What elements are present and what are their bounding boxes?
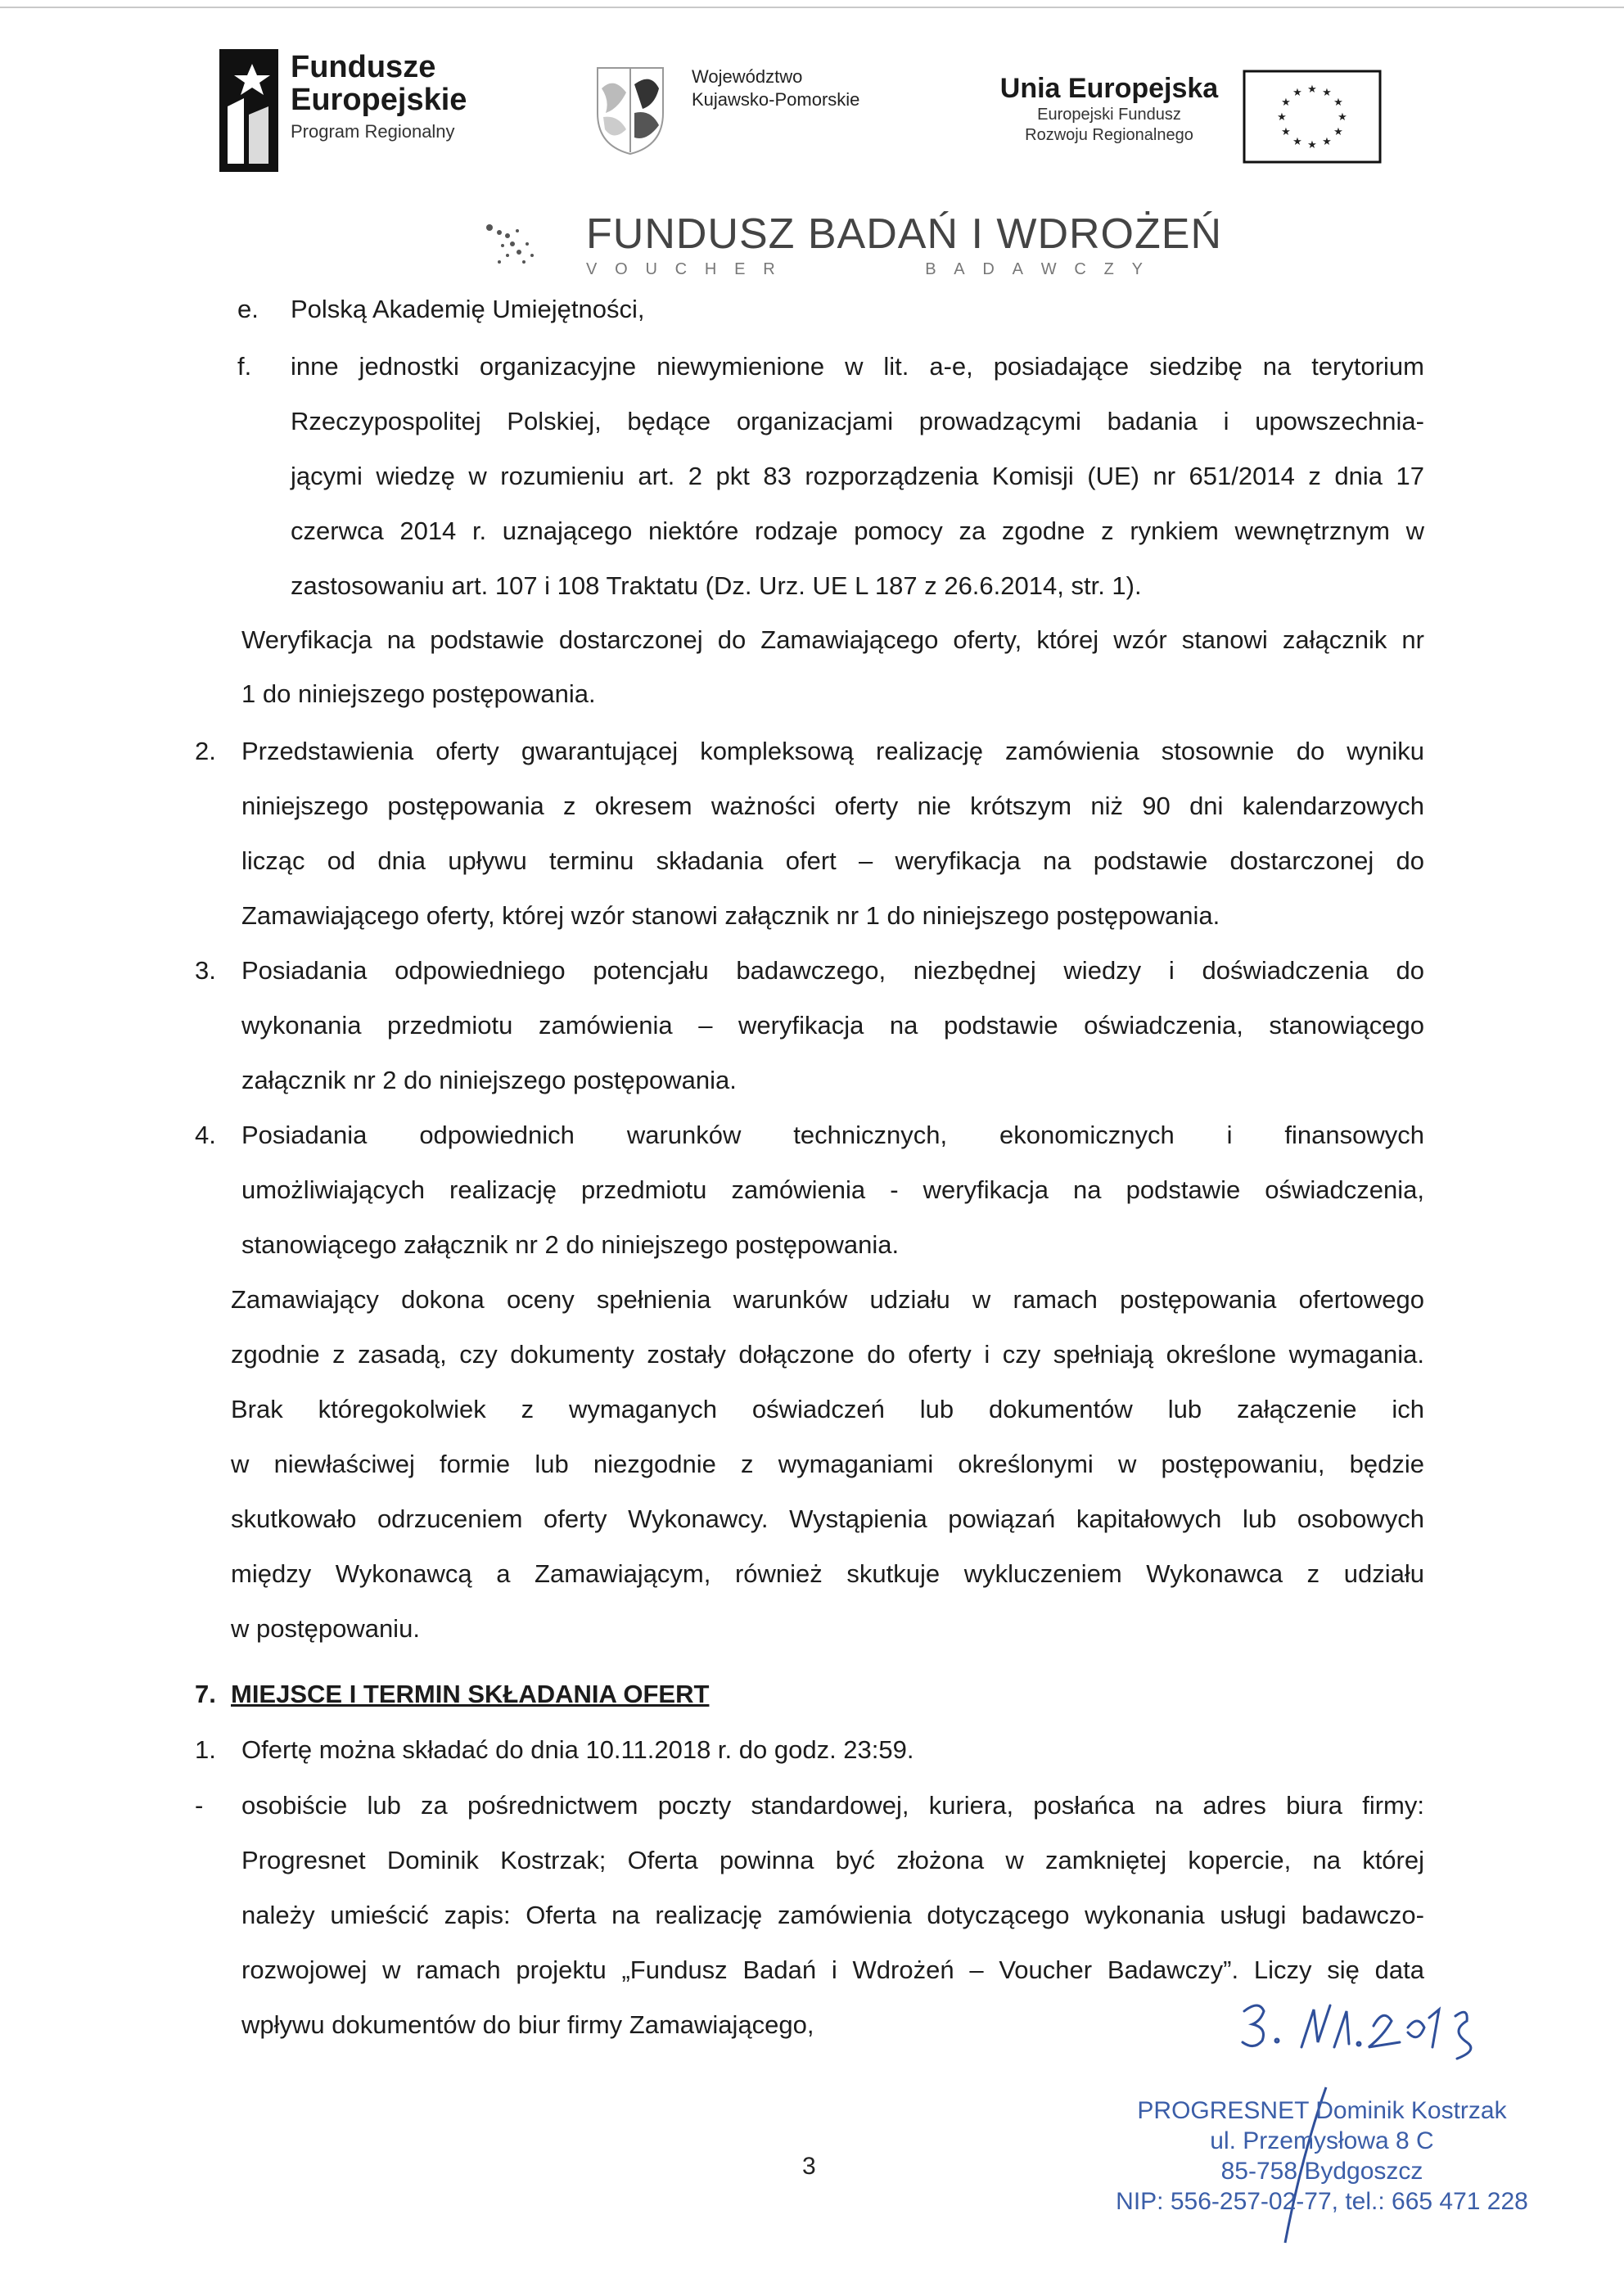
evaluation-line: skutkowało odrzuceniem oferty Wykonawcy. Wystąpienia powiązań kapitałowych lub osobowych <box>231 1504 1424 1533</box>
eu-line2: Europejski Fundusz <box>1037 106 1181 124</box>
fundusze-europejskie-logo <box>219 49 278 172</box>
svg-text:★: ★ <box>1292 87 1302 99</box>
program-subtitle <box>586 260 1143 279</box>
svg-text:★: ★ <box>1307 139 1317 151</box>
s7-dash-line: rozwojowej w ramach projektu „Fundusz Badań i Wdrożeń – Voucher Badawczy”. Liczy się data <box>241 1955 1424 1984</box>
svg-text:★: ★ <box>1307 83 1317 96</box>
evaluation-line: w postępowaniu. <box>231 1614 420 1643</box>
list-item-f-line: inne jednostki organizacyjne niewymienione w lit. a-e, posiadające siedzibę na terytorium <box>291 352 1424 381</box>
list-label: 2. <box>195 737 216 765</box>
stamp-line: NIP: 556-257-02-77, tel.: 665 471 228 <box>1116 2188 1528 2215</box>
item2-line: licząc od dnia upływu terminu składania ofert – weryfikacja na podstawie dostarczonej do <box>241 846 1424 875</box>
sub-letter: B <box>925 260 936 278</box>
top-border-line <box>0 7 1624 8</box>
list-item-f-line: czerwca 2014 r. uznającego niektóre rodzaje pomocy za zgodne z rynkiem wewnętrznym w <box>291 516 1424 545</box>
dash-label: - <box>195 1791 204 1820</box>
fe-line1: Fundusze <box>291 50 436 84</box>
program-title: FUNDUSZ BADAŃ I WDROŻEŃ <box>586 210 1222 258</box>
section-title: MIEJSCE I TERMIN SKŁADANIA OFERT <box>231 1680 710 1708</box>
svg-text:★: ★ <box>1338 111 1347 124</box>
item3-line: Posiadania odpowiedniego potencjału badawczego, niezbędnej wiedzy i doświadczenia do <box>241 956 1424 985</box>
sub-letter: C <box>1074 260 1086 278</box>
list-item-e: Polską Akademię Umiejętności, <box>291 295 645 323</box>
item3-line: wykonania przedmiotu zamówienia – weryfikacja na podstawie oświadczenia, stanowiącego <box>241 1011 1424 1040</box>
list-label: 3. <box>195 956 216 985</box>
section-number: 7. <box>195 1680 216 1708</box>
verification-line: Weryfikacja na podstawie dostarczonej do Zamawiającego oferty, której wzór stanowi załącznik nr <box>241 625 1424 654</box>
woj-line1: Województwo <box>692 66 803 87</box>
sub-letter: O <box>615 260 628 278</box>
item2-line: niniejszego postępowania z okresem ważności oferty nie krótszym niż 90 dni kalendarzowych <box>241 792 1424 820</box>
list-item-f-line: Rzeczypospolitej Polskiej, będące organizacjami prowadzącymi badania i upowszechnia- <box>291 407 1424 435</box>
item4-line: stanowiącego załącznik nr 2 do niniejszego postępowania. <box>241 1230 900 1259</box>
sub-letter: V <box>586 260 598 278</box>
verification-line: 1 do niniejszego postępowania. <box>241 679 596 708</box>
s7-item1: Ofertę można składać do dnia 10.11.2018 r. do godz. 23:59. <box>241 1735 914 1764</box>
fe-line3: Program Regionalny <box>291 121 455 142</box>
sub-letter: W <box>1040 260 1057 278</box>
evaluation-line: w niewłaściwej formie lub niezgodnie z wymaganiami określonymi w postępowaniu, będzie <box>231 1450 1424 1478</box>
list-label: 4. <box>195 1121 216 1149</box>
sub-letter: Z <box>1103 260 1114 278</box>
list-item-f-line: jącymi wiedzę w rozumieniu art. 2 pkt 83 rozporządzenia Komisji (UE) nr 651/2014 z dnia 17 <box>291 462 1424 490</box>
list-label: 1. <box>195 1735 216 1764</box>
company-stamp <box>1101 2095 1543 2217</box>
voucher-dots-icon <box>483 219 548 285</box>
svg-text:★: ★ <box>1281 126 1291 138</box>
evaluation-line: Brak któregokolwiek z wymaganych oświadczeń lub dokumentów lub załączenie ich <box>231 1395 1424 1423</box>
section-heading <box>231 1678 709 1711</box>
voivodeship-crest-icon <box>593 64 667 156</box>
voivodeship-text <box>692 65 859 111</box>
svg-text:★: ★ <box>1333 97 1343 109</box>
item2-line: Zamawiającego oferty, której wzór stanowi załącznik nr 1 do niniejszego postępowania. <box>241 901 1220 930</box>
stamp-line: PROGRESNET Dominik Kostrzak <box>1137 2097 1507 2124</box>
svg-text:★: ★ <box>1322 87 1332 99</box>
list-item-f-line: zastosowaniu art. 107 i 108 Traktatu (Dz. Urz. UE L 187 z 26.6.2014, str. 1). <box>291 571 1142 600</box>
svg-text:★: ★ <box>1281 97 1291 109</box>
evaluation-line: zgodnie z zasadą, czy dokumenty zostały dołączone do oferty i czy spełniają określone wymagania. <box>231 1340 1424 1369</box>
sub-letter: E <box>734 260 746 278</box>
fe-line2: Europejskie <box>291 83 467 117</box>
eu-flag-icon <box>1243 70 1382 164</box>
s7-dash-line: wpływu dokumentów do biur firmy Zamawiającego, <box>241 2010 814 2039</box>
stamp-line: ul. Przemysłowa 8 C <box>1210 2127 1434 2154</box>
item4-line: umożliwiających realizację przedmiotu zamówienia - weryfikacja na podstawie oświadczenia, <box>241 1175 1424 1204</box>
svg-text:★: ★ <box>1292 136 1302 148</box>
list-label: f. <box>237 352 252 381</box>
s7-dash-line: należy umieścić zapis: Oferta na realizację zamówienia dotyczącego wykonania usługi badawczo- <box>241 1901 1424 1929</box>
item2-line: Przedstawienia oferty gwarantującej kompleksową realizację zamówienia stosownie do wyniku <box>241 737 1424 765</box>
stamp-line: 85-758 Bydgoszcz <box>1220 2158 1423 2185</box>
fundusze-europejskie-text <box>291 51 467 144</box>
sub-letter: A <box>1012 260 1023 278</box>
eu-text <box>986 72 1232 146</box>
sub-letter: Y <box>1131 260 1143 278</box>
s7-dash-line: Progresnet Dominik Kostrzak; Oferta powinna być złożona w zamkniętej kopercie, na której <box>241 1846 1424 1874</box>
sub-letter: U <box>645 260 657 278</box>
evaluation-line: Zamawiający dokona oceny spełnienia warunków udziału w ramach postępowania ofertowego <box>231 1285 1424 1314</box>
s7-dash-line: osobiście lub za pośrednictwem poczty standardowej, kuriera, posłańca na adres biura firmy: <box>241 1791 1424 1820</box>
handwritten-date <box>1236 1993 1482 2067</box>
item3-line: załącznik nr 2 do niniejszego postępowania. <box>241 1066 737 1094</box>
svg-text:★: ★ <box>1277 111 1287 124</box>
sub-letter: R <box>763 260 775 278</box>
eu-line3: Rozwoju Regionalnego <box>1025 126 1193 144</box>
sub-letter: H <box>704 260 717 278</box>
evaluation-line: między Wykonawcą a Zamawiającym, również skutkuje wykluczeniem Wykonawca z udziału <box>231 1559 1424 1588</box>
svg-text:★: ★ <box>1333 126 1343 138</box>
woj-line2: Kujawsko-Pomorskie <box>692 89 860 110</box>
list-label: e. <box>237 295 259 323</box>
sub-letter: A <box>954 260 965 278</box>
sub-letter: D <box>982 260 995 278</box>
sub-letter: C <box>674 260 688 278</box>
page-number: 3 <box>802 2153 816 2180</box>
svg-text:★: ★ <box>1322 136 1332 148</box>
item4-line: Posiadania odpowiednich warunków technicznych, ekonomicznych i finansowych <box>241 1121 1424 1149</box>
eu-line1: Unia Europejska <box>999 73 1219 104</box>
